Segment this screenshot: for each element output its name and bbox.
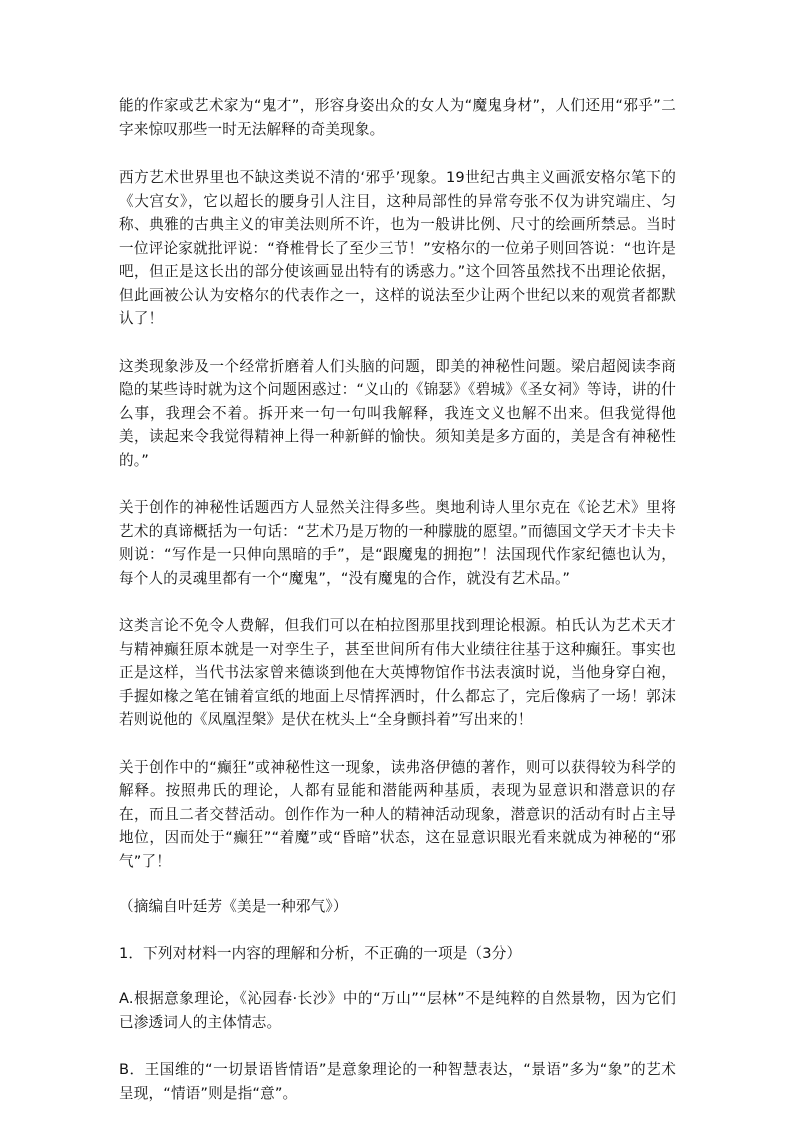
source-citation: （摘编自叶廷芳《美是一种邪气》）: [119, 898, 348, 915]
paragraph-6: 关于创作中的“癫狂”或神秘性这一现象，读弗洛伊德的著作，则可以获得较为科学的解释。按照弗氏的理论，人都有显能和潜能两种基质，表现为显意识和潜意识的存在，而且二者交替活动。创作作为一种人的精神活动现象，潜意识的活动有时占主导地位，因而处于“癫狂”“着魔”或“昏暗”状态，这在显意识眼光看来就成为神秘的“邪气”了！: [119, 758, 676, 870]
paragraph-3: 这类现象涉及一个经常折磨着人们头脑的问题，即美的神秘性问题。梁启超阅读李商隐的某些诗时就为这个问题困惑过：“义山的《锦瑟》《碧城》《圣女祠》等诗，讲的什么事，我理会不着。拆开来一句一句叫我解释，我连文义也解不出来。但我觉得他美，读起来令我觉得精神上得一种新鲜的愉快。须知美是多方面的，美是含有神秘性的。”: [119, 357, 676, 469]
question-option-b: B．王国维的“一切景语皆情语”是意象理论的一种智慧表达，“景语”多为“象”的艺术呈现，“情语”则是指“意”。: [119, 1061, 676, 1102]
paragraph-1: 能的作家或艺术家为“鬼才”，形容身姿出众的女人为“魔鬼身材”，人们还用“邪乎”二字来惊叹那些一时无法解释的奇美现象。: [119, 97, 676, 138]
question-stem: 1．下列对材料一内容的理解和分析，不正确的一项是（3分）: [119, 944, 522, 962]
paragraph-4: 关于创作的神秘性话题西方人显然关注得多些。奥地利诗人里尔克在《论艺术》里将艺术的真谛概括为一句话：“艺术乃是万物的一种朦胧的愿望。”而德国文学天才卡夫卡则说：“写作是一只伸向黑暗的手”，是“跟魔鬼的拥抱”！法国现代作家纪德也认为，每个人的灵魂里都有一个“魔鬼”，“没有魔鬼的合作，就没有艺术品。”: [119, 499, 676, 587]
paragraph-5: 这类言论不免令人费解，但我们可以在柏拉图那里找到理论根源。柏氏认为艺术天才与精神癫狂原本就是一对孪生子，甚至世间所有伟大业绩往往基于这种癫狂。事实也正是这样，当代书法家曾来德谈到他在大英博物馆作书法表演时说，当他身穿白袍，手握如椽之笔在铺着宣纸的地面上尽情挥洒时，什么都忘了，完后像病了一场！郭沫若则说他的《凤凰涅槃》是伏在枕头上“全身颤抖着”写出来的！: [119, 617, 676, 728]
question-option-a: A.根据意象理论，《沁园春·长沙》中的“万山”“层林”不是纯粹的自然景物，因为它们已渗透词人的主体情志。: [119, 990, 676, 1031]
paragraph-2: 西方艺术世界里也不缺这类说不清的‘邪乎’现象。19世纪古典主义画派安格尔笔下的《大宫女》，它以超长的腰身引人注目，这种局部性的异常夸张不仅为讲究端庄、匀称、典雅的古典主义的审美法则所不许，也为一般讲比例、尺寸的绘画所禁忌。当时一位评论家就批评说：“脊椎骨长了至少三节！”安格尔的一位弟子则回答说：“也许是吧，但正是这长出的部分使该画显出特有的诱惑力。”这个回答虽然找不出理论依据，但此画被公认为安格尔的代表作之一，这样的说法至少让两个世纪以来的观赏者都默认了！: [119, 169, 676, 327]
